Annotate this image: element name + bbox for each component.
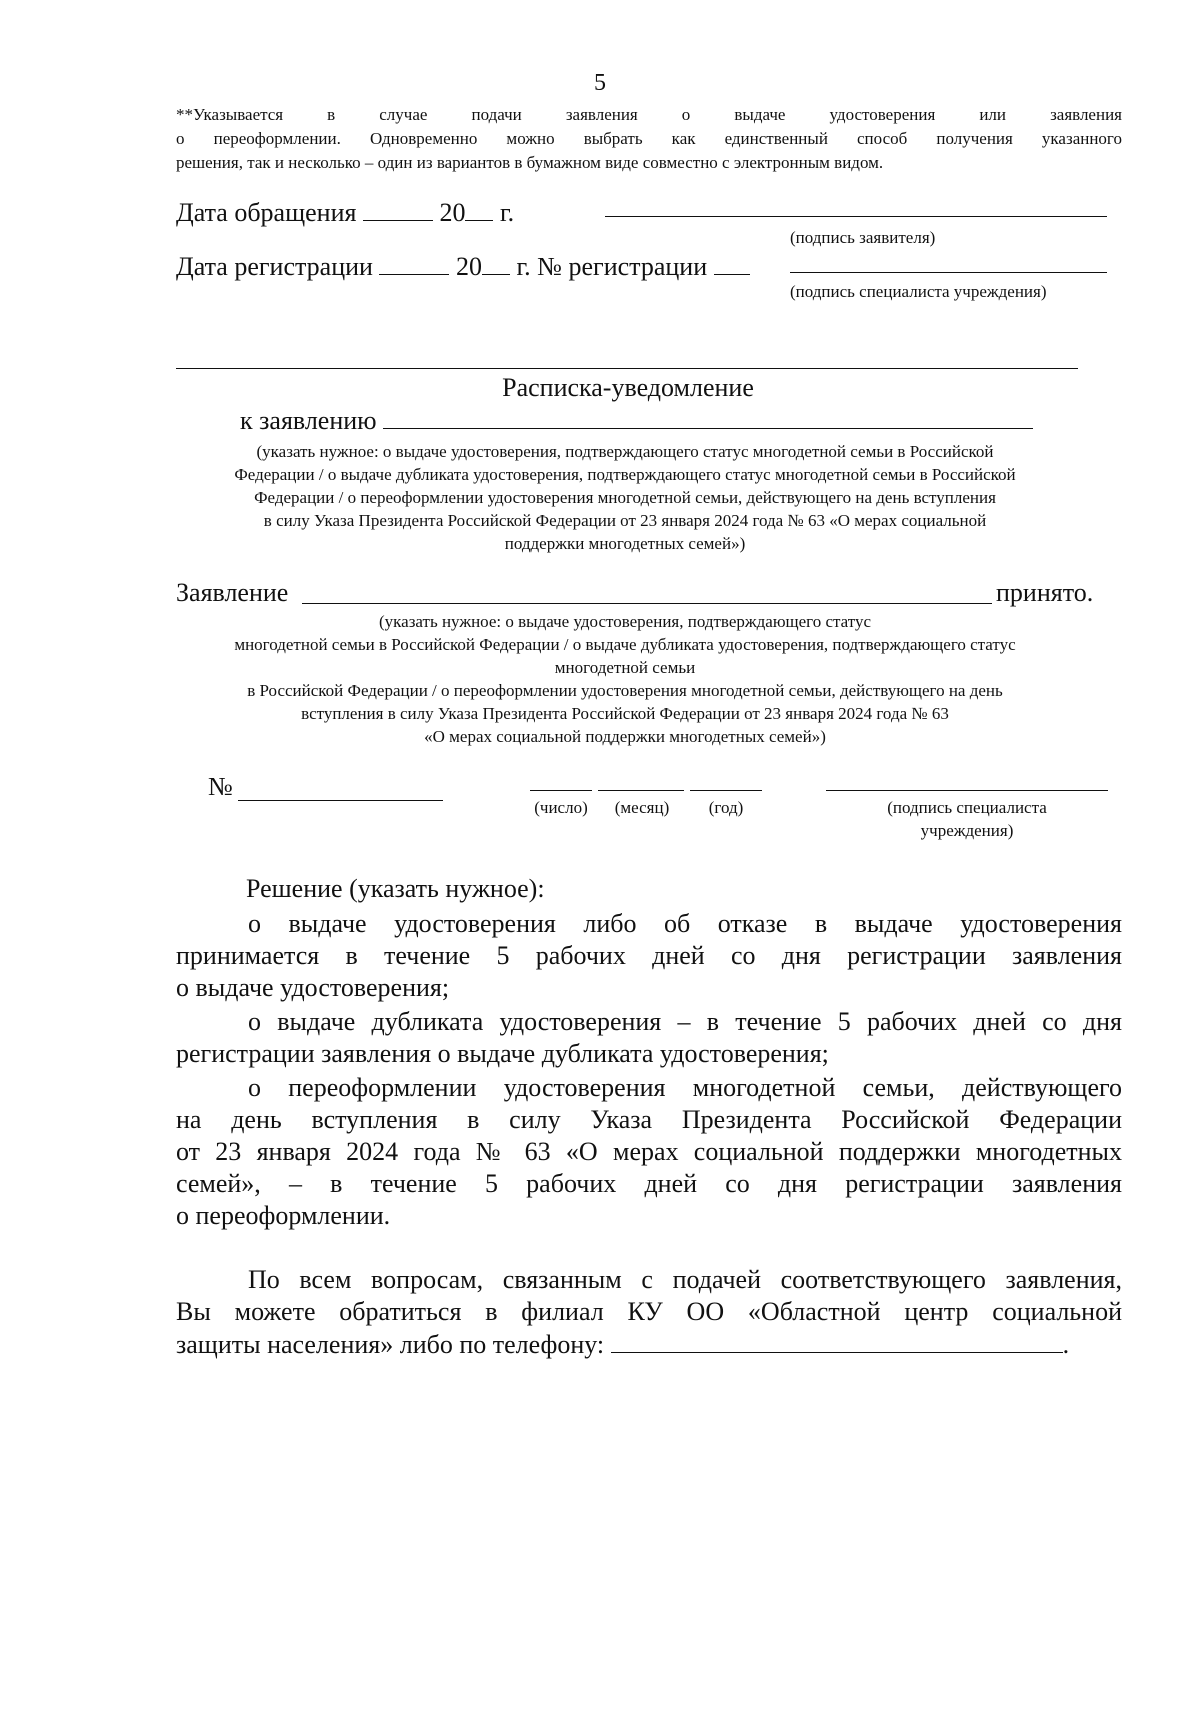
accepted-suffix: принято.: [996, 578, 1094, 607]
accepted-label: Заявление: [176, 578, 289, 607]
decision-p3-line-4: семей», – в течение 5 рабочих дней со дня регистрации заявления: [176, 1169, 1122, 1198]
to-application-row: [240, 404, 1033, 436]
decision-p2-line-1: о выдаче дубликата удостоверения – в течение 5 рабочих дней со дня: [248, 1007, 1122, 1036]
accepted-note-line-3: многодетной семьи: [554, 658, 696, 677]
page-number: 5: [594, 70, 606, 96]
receipt-note-line-2: Федерации / о выдаче дубликата удостоверения, подтверждающего статус многодетной семьи в Российской: [234, 465, 1016, 484]
registration-day-blank[interactable]: [379, 250, 449, 275]
registration-row: [176, 250, 750, 282]
applicant-signature-caption: (подпись заявителя): [790, 228, 936, 247]
footnote-line-3: решения, так и несколько – один из вариантов в бумажном виде совместно с электронным видом.: [176, 153, 884, 172]
receipt-note-line-4: в силу Указа Президента Российской Федерации от 23 января 2024 года № 63 «О мерах социальной: [263, 511, 987, 530]
date-year-blank[interactable]: [465, 196, 493, 221]
receipt-note-line-1: (указать нужное: о выдаче удостоверения, подтверждающего статус многодетной семьи в Российской: [256, 442, 994, 461]
registration-year-prefix: 20: [455, 252, 482, 281]
date-label: Дата обращения: [176, 198, 357, 227]
specialist-signature-line-2[interactable]: [826, 790, 1108, 791]
specialist-signature-caption-2-line-1: (подпись специалиста: [887, 798, 1047, 817]
decision-heading: Решение (указать нужное):: [246, 874, 545, 903]
specialist-signature-caption-2-line-2: учреждения): [920, 821, 1014, 840]
to-application-blank[interactable]: [383, 404, 1033, 429]
day-caption: (число): [534, 798, 588, 817]
receipt-title: Расписка-уведомление: [502, 373, 754, 402]
contact-line-3: [176, 1328, 1069, 1360]
decision-p3-line-2: на день вступления в силу Указа Президента Российской Федерации: [176, 1105, 1122, 1134]
number-sign: №: [208, 772, 233, 801]
specialist-signature-caption: (подпись специалиста учреждения): [790, 282, 1047, 301]
decision-p1-line-2: принимается в течение 5 рабочих дней со дня регистрации заявления: [176, 941, 1122, 970]
decision-p2-line-2: регистрации заявления о выдаче дубликата удостоверения;: [176, 1039, 829, 1068]
separator-line: [176, 368, 1078, 369]
accepted-note-line-6: «О мерах социальной поддержки многодетных семей»): [424, 727, 826, 746]
footnote-line-2: о переоформлении. Одновременно можно выбрать как единственный способ получения указанного: [176, 129, 1122, 148]
contact-line-3-text: защиты населения» либо по телефону:: [176, 1330, 605, 1359]
accepted-note-line-5: вступления в силу Указа Президента Российской Федерации от 23 января 2024 года № 63: [301, 704, 949, 723]
accepted-application-blank[interactable]: [302, 603, 992, 604]
accepted-note-line-4: в Российской Федерации / о переоформлении удостоверения многодетной семьи, действующего на день: [247, 681, 1003, 700]
specialist-signature-line[interactable]: [790, 272, 1107, 273]
registration-year-suffix: г. № регистрации: [516, 252, 708, 281]
applicant-signature-line[interactable]: [605, 216, 1107, 217]
decision-p3-line-5: о переоформлении.: [176, 1201, 391, 1230]
contact-line-1: По всем вопросам, связанным с подачей соответствующего заявления,: [248, 1265, 1122, 1294]
day-blank[interactable]: [530, 790, 592, 791]
decision-p3-line-1: о переоформлении удостоверения многодетной семьи, действующего: [248, 1073, 1122, 1102]
decision-p3-line-3: от 23 января 2024 года № 63 «О мерах социальной поддержки многодетных: [176, 1137, 1122, 1166]
date-day-blank[interactable]: [363, 196, 433, 221]
registration-label: Дата регистрации: [176, 252, 373, 281]
decision-p1-line-1: о выдаче удостоверения либо об отказе в выдаче удостоверения: [248, 909, 1122, 938]
month-caption: (месяц): [614, 798, 670, 817]
contact-line-2: Вы можете обратиться в филиал КУ ОО «Областной центр социальной: [176, 1297, 1122, 1326]
accepted-note-line-2: многодетной семьи в Российской Федерации / о выдаче дубликата удостоверения, подтверждающего статус: [234, 635, 1016, 654]
registration-year-blank[interactable]: [482, 250, 510, 275]
year-caption: (год): [708, 798, 744, 817]
receipt-note-line-3: Федерации / о переоформлении удостоверения многодетной семьи, действующего на день вступления: [254, 488, 996, 507]
year-blank[interactable]: [690, 790, 762, 791]
to-application-label: к заявлению: [240, 406, 377, 435]
accepted-note-line-1: (указать нужное: о выдаче удостоверения, подтверждающего статус: [378, 612, 872, 631]
phone-blank[interactable]: [611, 1328, 1063, 1353]
footnote-line-1: **Указывается в случае подачи заявления о выдаче удостоверения или заявления: [176, 105, 1122, 124]
contact-end: .: [1062, 1330, 1070, 1359]
registration-number-blank[interactable]: [714, 250, 750, 275]
receipt-note-line-5: поддержки многодетных семей»): [504, 534, 746, 553]
date-year-prefix: 20: [439, 198, 466, 227]
date-row: [176, 196, 514, 228]
date-year-suffix: г.: [499, 198, 515, 227]
number-blank[interactable]: [238, 800, 443, 801]
month-blank[interactable]: [598, 790, 684, 791]
decision-p1-line-3: о выдаче удостоверения;: [176, 973, 450, 1002]
